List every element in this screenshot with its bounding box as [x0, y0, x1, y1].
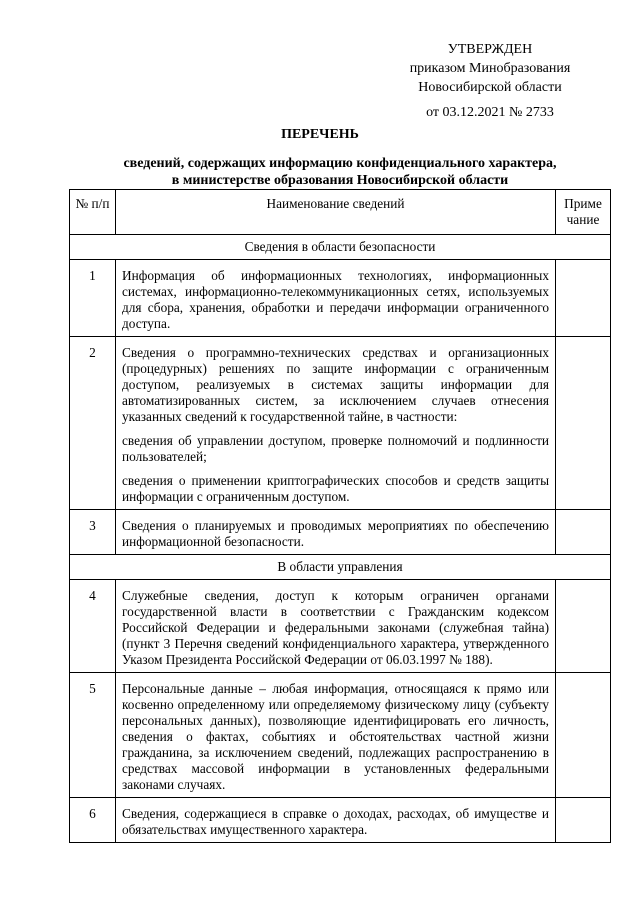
description-paragraph: Сведения, содержащиеся в справке о доходах, расходах, об имуществе и обязательствах имущественного характера. [122, 806, 549, 837]
row-number: 3 [70, 510, 116, 555]
row-note [556, 510, 611, 555]
row-description [116, 798, 556, 843]
table-row [70, 337, 611, 510]
table-row [70, 580, 611, 673]
approval-heading: УТВЕРЖДЕН [447, 42, 533, 57]
confidential-info-table [69, 189, 611, 843]
description-paragraph: Сведения о программно-технических средствах и организационных (процедурных) решениях по защите информации с ограниченным доступом, реализуемых в системах защиты информации для автоматизированных систем, за исключением случаев отнесения указанных сведений к государственной тайне, в частности: [122, 345, 549, 424]
row-number: 1 [70, 260, 116, 337]
section-row-security [70, 235, 611, 260]
header-name: Наименование сведений [116, 190, 556, 235]
table-row [70, 510, 611, 555]
description-paragraph: Персональные данные – любая информация, относящаяся к прямо или косвенно определенному или определяемому физическому лицу (субъекту персональных данных), позволяющие идентифицировать его личность, сведения о фактах, событиях и обстоятельствах частной жизни гражданина, за исключением сведений, подлежащих распространению в средствах массовой информации в установленных федеральными законами случаях. [122, 681, 549, 792]
section-title: Сведения в области безопасности [70, 235, 611, 260]
row-description [116, 260, 556, 337]
row-number: 5 [70, 673, 116, 798]
description-paragraph: Сведения о планируемых и проводимых мероприятиях по обеспечению информационной безопасности. [122, 518, 549, 549]
header-number: № п/п [70, 190, 116, 235]
header-note: Приме чание [556, 190, 611, 235]
subtitle-line-2: в министерстве образования Новосибирской области [171, 173, 509, 188]
table-row [70, 798, 611, 843]
description-paragraph: Служебные сведения, доступ к которым ограничен органами государственной власти в соответствии с Гражданским кодексом Российской Федерации и федеральными законами (служебная тайна) (пункт 3 Перечня сведений конфиденциального характера, утвержденного Указом Президента Российской Федерации от 06.03.1997 № 188). [122, 588, 549, 667]
row-description [116, 580, 556, 673]
row-note [556, 673, 611, 798]
description-paragraph: Информация об информационных технологиях, информационных системах, информационно-телекоммуникационных сетях, используемых для сбора, хранения, обработки и передачи информации ограниченного доступа. [122, 268, 549, 331]
table-row [70, 260, 611, 337]
row-note [556, 337, 611, 510]
row-number: 2 [70, 337, 116, 510]
table-header-row [70, 190, 611, 235]
row-note [556, 798, 611, 843]
row-number: 6 [70, 798, 116, 843]
approval-date: от 03.12.2021 № 2733 [426, 105, 554, 120]
description-paragraph: сведения об управлении доступом, проверке полномочий и подлинности пользователей; [122, 433, 549, 464]
row-description [116, 673, 556, 798]
row-note [556, 580, 611, 673]
row-number: 4 [70, 580, 116, 673]
approval-block [380, 40, 600, 122]
row-description [116, 337, 556, 510]
document-subtitle [70, 155, 610, 189]
approval-order: приказом Минобразования [409, 61, 571, 76]
description-paragraph: сведения о применении криптографических способов и средств защиты информации с ограниченным доступом. [122, 473, 549, 504]
table-row [70, 673, 611, 798]
section-title: В области управления [70, 555, 611, 580]
approval-region: Новосибирской области [418, 80, 562, 95]
row-description [116, 510, 556, 555]
document-title: ПЕРЕЧЕНЬ [281, 127, 359, 142]
section-row-management [70, 555, 611, 580]
row-note [556, 260, 611, 337]
subtitle-line-1: сведений, содержащих информацию конфиденциального характера, [123, 156, 557, 171]
